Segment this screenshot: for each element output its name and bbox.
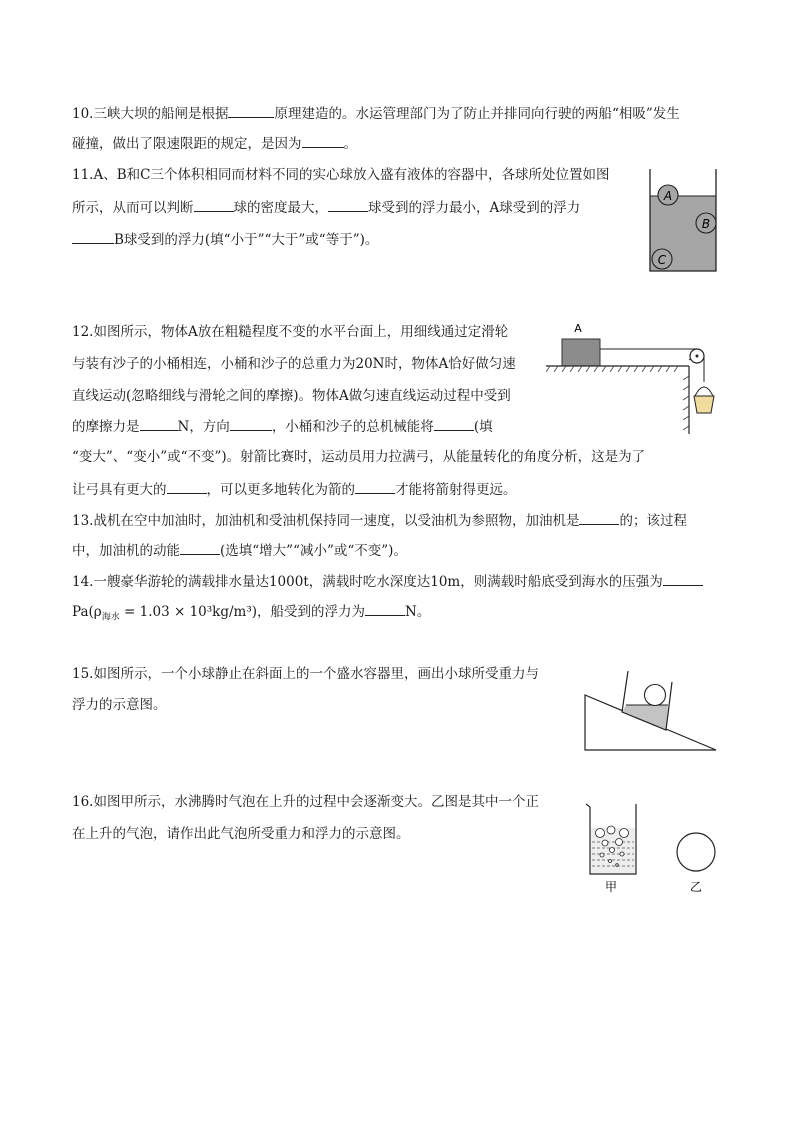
q12-blank-5[interactable] <box>355 479 395 494</box>
q13-blank-2[interactable] <box>180 540 220 555</box>
q11-line2: 所示，从而可以判断 球的密度最大， 球受到的浮力最小，A球受到的浮力 <box>72 197 580 218</box>
q12-line1: 12.如图所示，物体A放在粗糙程度不变的水平台面上，用细线通过定滑轮 <box>72 324 509 340</box>
floating-ball <box>645 685 666 706</box>
block-label: A <box>574 322 582 335</box>
pulley-axle <box>696 355 699 358</box>
q16-line2: 在上升的气泡，请作出此气泡所受重力和浮力的示意图。 <box>72 826 410 842</box>
q16-line1: 16.如图甲所示，水沸腾时气泡在上升的过程中会逐渐变大。乙图是其中一个正 <box>72 794 539 810</box>
q11-blank-2[interactable] <box>328 197 368 212</box>
q12-line6: 让弓具有更大的 ，可以更多地转化为箭的 才能将箭射得更远。 <box>72 479 517 500</box>
bucket <box>694 396 714 413</box>
q15-line1: 15.如图所示，一个小球静止在斜面上的一个盛水容器里，画出小球所受重力与 <box>72 666 539 682</box>
q11-line1: 11.A、B和C三个体积相同而材料不同的实心球放入盛有液体的容器中，各球所处位置如图 <box>72 167 610 183</box>
q12-pulley-figure <box>546 318 716 438</box>
q15-incline-figure <box>582 666 722 756</box>
leg-hatching <box>683 376 689 430</box>
q13-blank-1[interactable] <box>579 510 619 525</box>
q11-blank-3[interactable] <box>72 229 114 244</box>
q12-blank-3[interactable] <box>434 416 474 431</box>
q12-blank-2[interactable] <box>230 416 272 431</box>
q10-blank-2[interactable] <box>302 133 344 148</box>
q13-line2: 中，加油机的动能 (选填“增大”“减小”或“不变”)。 <box>72 540 407 561</box>
q12-blank-1[interactable] <box>140 416 178 431</box>
q13-line1: 13.战机在空中加油时，加油机和受油机保持同一速度，以受油机为参照物，加油机是 的；该过程 <box>72 510 687 531</box>
q15-line2: 浮力的示意图。 <box>72 697 167 713</box>
bucket-handle <box>695 387 713 396</box>
q11-container-figure <box>646 167 720 275</box>
ball-b-label: B <box>701 217 711 231</box>
q10-line2: 碰撞，做出了限速限距的规定，是因为 。 <box>72 133 357 154</box>
ball-a-label: A <box>663 189 673 203</box>
table-hatching <box>546 366 678 372</box>
q11-blank-1[interactable] <box>194 197 234 212</box>
q10-blank-1[interactable] <box>228 103 274 118</box>
ball-c-label: C <box>657 253 667 267</box>
q14-blank-2[interactable] <box>365 601 405 616</box>
rising-bubble <box>677 833 715 871</box>
q14-line2: $Pa(\rho_{海水} = 1.03 \times 10^3kg/m^3)$，船受到的浮力为 N。 <box>72 601 430 628</box>
q12-line4: 的摩擦力是 N，方向 ，小桶和沙子的总机械能将 (填 <box>72 416 493 437</box>
q12-blank-4[interactable] <box>167 479 207 494</box>
q10-line1: 10.三峡大坝的船闸是根据 原理建造的。水运管理部门为了防止并排同向行驶的两船“相吸”发生 <box>72 103 680 124</box>
q11-line3: B球受到的浮力(填“小于”“大于”或“等于”)。 <box>72 229 378 250</box>
q12-line3: 直线运动(忽略细线与滑轮之间的摩擦)。物体A做匀速直线运动过程中受到 <box>72 388 511 404</box>
q16-boiling-figure <box>580 798 724 898</box>
block-a <box>562 339 600 366</box>
q12-line2: 与装有沙子的小桶相连，小桶和沙子的总重力为20N时，物体A恰好做匀速 <box>72 356 516 372</box>
q12-line5: “变大”、“变小”或“不变”)。射箭比赛时，运动员用力拉满弓，从能量转化的角度分析，这是为了 <box>72 449 646 465</box>
q14-line1: 14.一艘豪华游轮的满载排水量达1000t，满载时吃水深度达10m，则满载时船底受到海水的压强为 <box>72 571 703 592</box>
label-jia: 甲 <box>604 880 618 894</box>
q14-blank-1[interactable] <box>663 571 703 586</box>
label-yi: 乙 <box>689 880 703 894</box>
